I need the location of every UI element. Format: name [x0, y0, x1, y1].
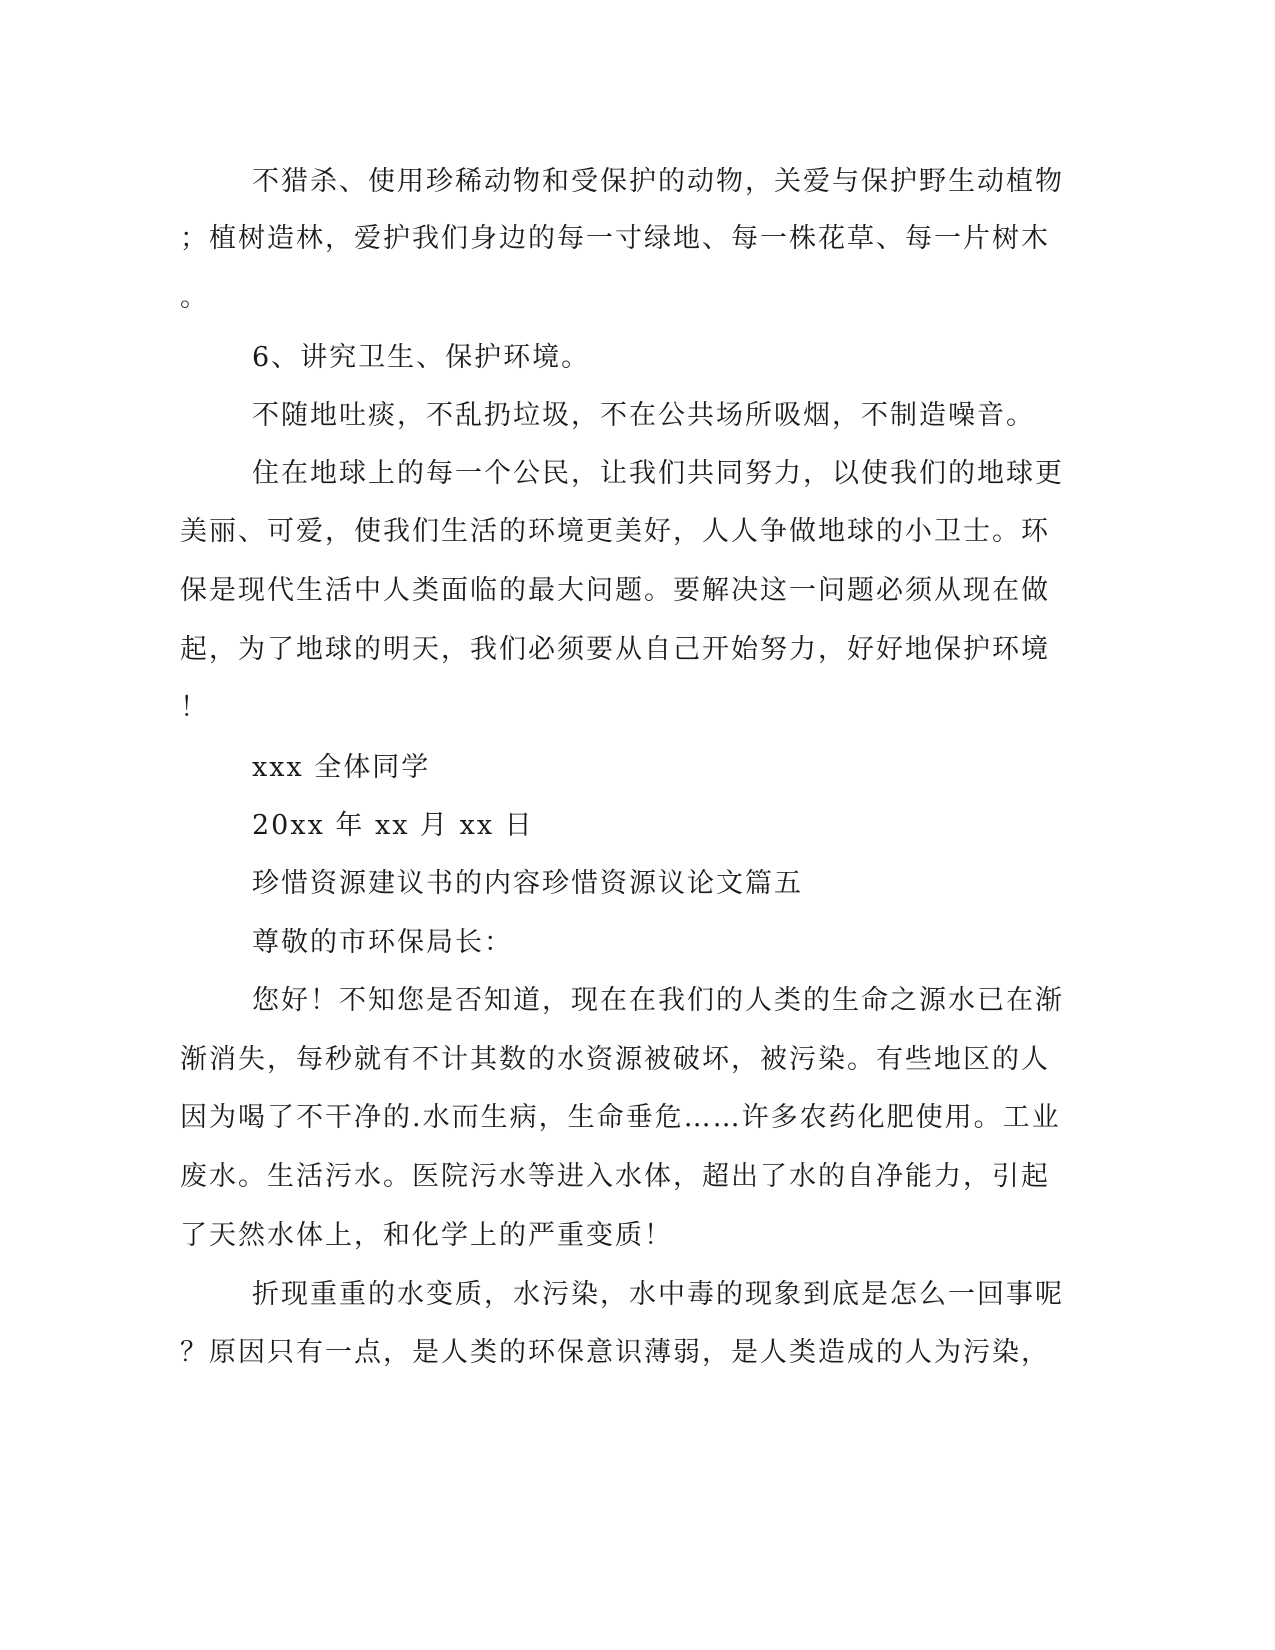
salutation: 尊敬的市环保局长： — [252, 927, 513, 958]
section-title: 珍惜资源建议书的内容珍惜资源议论文篇五 — [252, 868, 803, 899]
text-line: 起，为了地球的明天，我们必须要从自己开始努力，好好地保护环境 — [180, 634, 1050, 665]
text-line: ！ — [180, 692, 209, 723]
text-line: 废水。生活污水。医院污水等进入水体，超出了水的自净能力，引起 — [180, 1161, 1050, 1192]
text-line: 住在地球上的每一个公民，让我们共同努力，以使我们的地球更 — [252, 458, 1064, 489]
text-line: 不猎杀、使用珍稀动物和受保护的动物，关爱与保护野生动植物 — [252, 166, 1064, 197]
text-line: 。 — [180, 282, 209, 313]
text-line: 保是现代生活中人类面临的最大问题。要解决这一问题必须从现在做 — [180, 575, 1050, 606]
text-line: 您好！不知您是否知道，现在在我们的人类的生命之源水已在渐 — [252, 985, 1064, 1016]
signature-line: xxx 全体同学 — [252, 752, 431, 783]
text-line: 渐消失，每秒就有不计其数的水资源被破坏，被污染。有些地区的人 — [180, 1044, 1050, 1075]
text-line: 美丽、可爱，使我们生活的环境更美好，人人争做地球的小卫士。环 — [180, 516, 1050, 547]
text-line: 因为喝了不干净的.水而生病，生命垂危……许多农药化肥使用。工业 — [180, 1102, 1061, 1133]
text-line: ；植树造林，爱护我们身边的每一寸绿地、每一株花草、每一片树木 — [180, 223, 1050, 254]
text-line: 折现重重的水变质，水污染，水中毒的现象到底是怎么一回事呢 — [252, 1279, 1064, 1310]
text-line: 不随地吐痰，不乱扔垃圾，不在公共场所吸烟，不制造噪音。 — [252, 400, 1035, 431]
text-line: 了天然水体上，和化学上的严重变质！ — [180, 1220, 673, 1251]
numbered-item: 6、讲究卫生、保护环境。 — [252, 342, 591, 373]
date-line: 20xx 年 xx 月 xx 日 — [252, 810, 534, 841]
text-line: ？原因只有一点，是人类的环保意识薄弱，是人类造成的人为污染， — [180, 1337, 1050, 1368]
